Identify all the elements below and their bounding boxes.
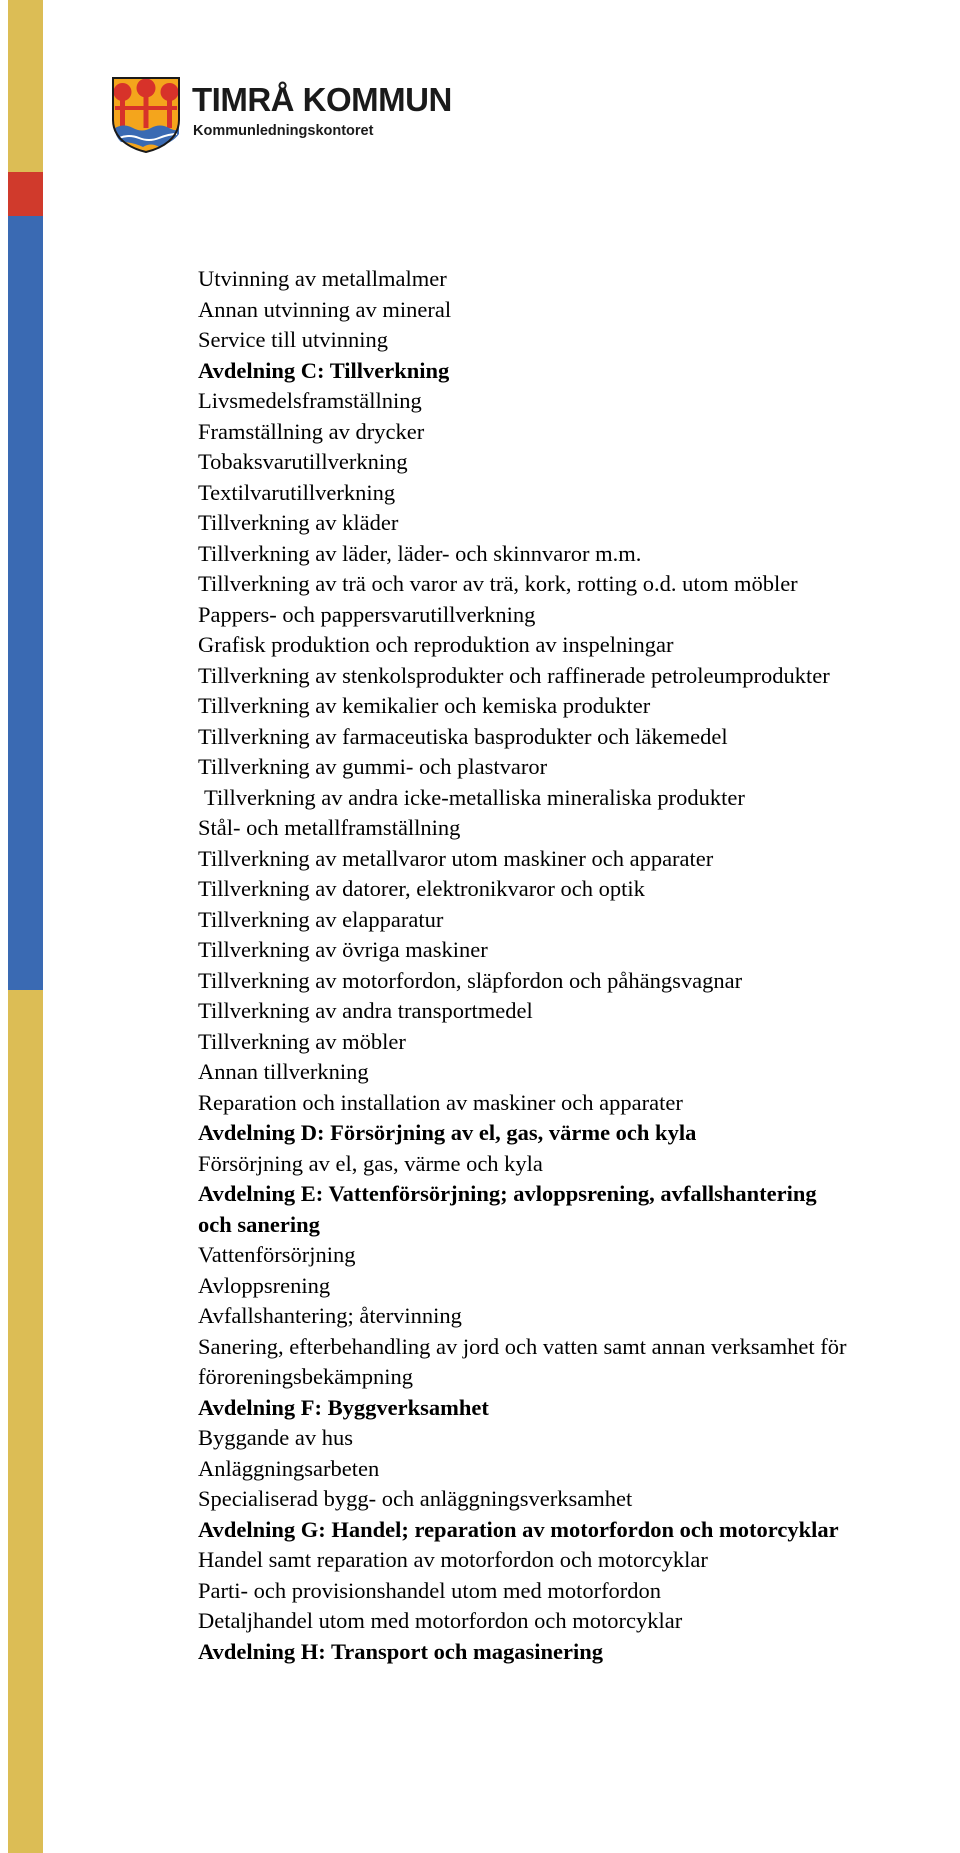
list-item: Tillverkning av kemikalier och kemiska produkter: [198, 693, 651, 718]
sector-list: [198, 264, 958, 1667]
list-item: Tillverkning av läder, läder- och skinnvaror m.m.: [198, 540, 642, 566]
list-item: Anläggningsarbeten: [198, 1455, 380, 1481]
list-item: Tillverkning av datorer, elektronikvaror och optik: [198, 876, 645, 901]
list-item: Reparation och installation av maskiner och apparater: [198, 1089, 683, 1115]
list-item: Tobaksvarutillverkning: [198, 449, 408, 474]
list-item: Avfallshantering; återvinning: [198, 1303, 462, 1328]
section-heading: och sanering: [198, 1211, 320, 1237]
timra-coat-of-arms-icon: [111, 76, 181, 154]
section-heading: Avdelning F: Byggverksamhet: [198, 1394, 489, 1420]
section-heading: Avdelning G: Handel; reparation av motorfordon och motorcyklar: [198, 1516, 839, 1542]
list-item: Tillverkning av möbler: [198, 1028, 406, 1054]
side-stripe-yellow-top: [8, 0, 43, 172]
list-item: Tillverkning av metallvaror utom maskiner och apparater: [198, 845, 714, 871]
list-item: Handel samt reparation av motorfordon och motorcyklar: [198, 1547, 708, 1572]
list-item: Vattenförsörjning: [198, 1242, 356, 1267]
list-item: Pappers- och pappersvarutillverkning: [198, 601, 536, 627]
list-item: Livsmedelsframställning: [198, 388, 422, 413]
timra-kommun-logo: [111, 76, 452, 158]
list-item: föroreningsbekämpning: [198, 1364, 413, 1389]
list-item: Annan tillverkning: [198, 1059, 369, 1084]
list-item: Utvinning av metallmalmer: [198, 266, 447, 291]
list-item: Tillverkning av motorfordon, släpfordon och påhängsvagnar: [198, 967, 743, 993]
side-stripe-yellow-bottom: [8, 990, 43, 1853]
list-item: Stål- och metallframställning: [198, 815, 461, 840]
list-item: Textilvarutillverkning: [198, 479, 396, 505]
list-item: Specialiserad bygg- och anläggningsverksamhet: [198, 1486, 633, 1511]
list-item: Service till utvinning: [198, 327, 388, 352]
list-item: Sanering, efterbehandling av jord och vatten samt annan verksamhet för: [198, 1333, 847, 1359]
list-item: Tillverkning av andra icke-metalliska mineraliska produkter: [204, 784, 745, 810]
list-item: Tillverkning av elapparatur: [198, 906, 444, 932]
list-item: Detaljhandel utom med motorfordon och motorcyklar: [198, 1608, 683, 1633]
list-item: Grafisk produktion och reproduktion av inspelningar: [198, 632, 674, 657]
list-item: Tillverkning av farmaceutiska basprodukter och läkemedel: [198, 723, 728, 749]
list-item: Tillverkning av kläder: [198, 510, 399, 535]
list-item: Tillverkning av övriga maskiner: [198, 937, 488, 962]
logo-title: TIMRÅ KOMMUN: [192, 81, 452, 118]
list-item: Tillverkning av andra transportmedel: [198, 998, 533, 1023]
list-item: Tillverkning av gummi- och plastvaror: [198, 754, 548, 779]
list-item: Försörjning av el, gas, värme och kyla: [198, 1150, 543, 1176]
list-item: Avloppsrening: [198, 1272, 331, 1298]
side-stripe-blue: [8, 216, 43, 990]
list-item: Parti- och provisionshandel utom med motorfordon: [198, 1577, 662, 1603]
section-heading: Avdelning D: Försörjning av el, gas, värme och kyla: [198, 1120, 697, 1145]
side-stripe-red: [8, 172, 43, 216]
list-item: Tillverkning av stenkolsprodukter och raffinerade petroleumprodukter: [198, 662, 830, 688]
list-item: Tillverkning av trä och varor av trä, kork, rotting o.d. utom möbler: [198, 571, 798, 596]
list-item: Framställning av drycker: [198, 418, 425, 444]
section-heading: Avdelning E: Vattenförsörjning; avloppsrening, avfallshantering: [198, 1181, 817, 1206]
list-item: Annan utvinning av mineral: [198, 296, 452, 322]
list-item: Byggande av hus: [198, 1425, 353, 1450]
section-heading: Avdelning H: Transport och magasinering: [198, 1638, 604, 1664]
section-heading: Avdelning C: Tillverkning: [198, 357, 450, 383]
logo-subtitle: Kommunledningskontoret: [193, 123, 374, 139]
